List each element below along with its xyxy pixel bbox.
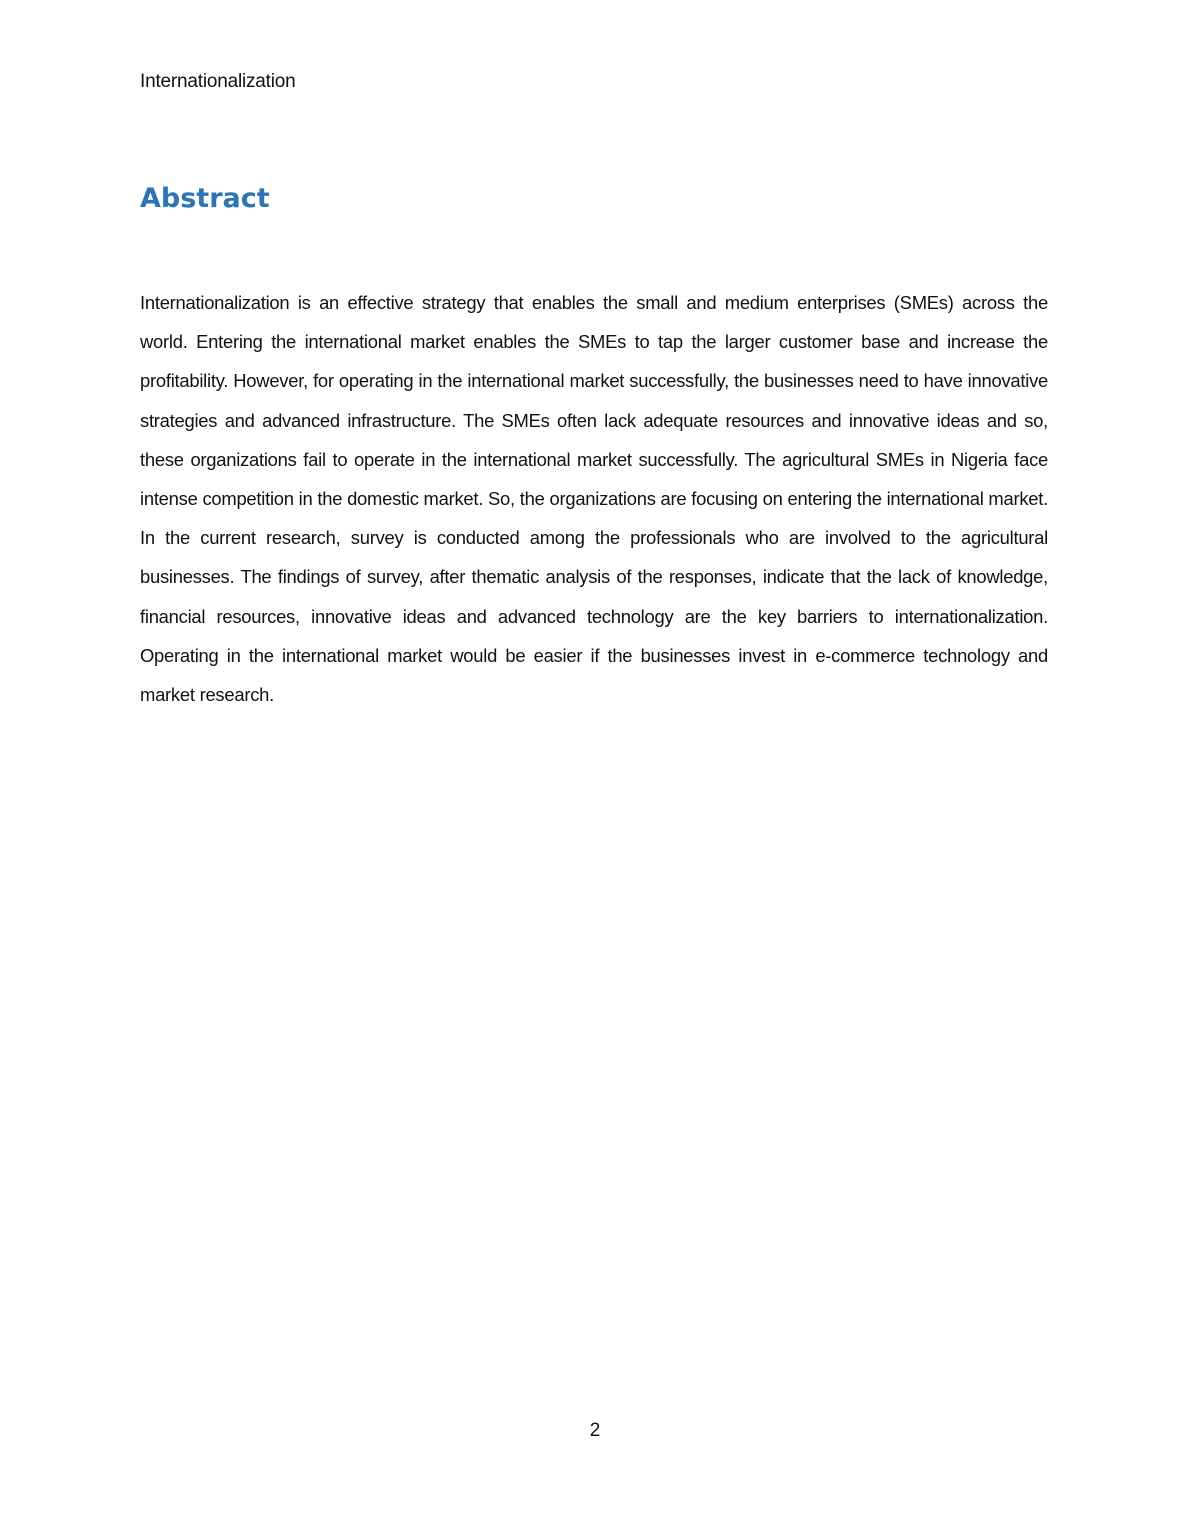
abstract-paragraph: Internationalization is an effective strategy that enables the small and medium enterprises (SMEs) across the world. Entering the international market enables the SMEs to tap the larger customer base and increase the profitability. However, for operating in the international market successfully, the businesses need to have innovative strategies and advanced infrastructure. The SMEs often lack adequate resources and innovative ideas and so, these organizations fail to operate in the international market successfully. The agricultural SMEs in Nigeria face intense competition in the domestic market. So, the organizations are focusing on entering the international market. In the current research, survey is conducted among the professionals who are involved to the agricultural businesses. The findings of survey, after thematic analysis of the responses, indicate that the lack of knowledge, financial resources, innovative ideas and advanced technology are the key barriers to internationalization. Operating in the international market would be easier if the businesses invest in e-commerce technology and market research. bbox=[140, 292, 1048, 706]
abstract-heading: Abstract bbox=[140, 183, 270, 214]
running-header: Internationalization bbox=[140, 71, 296, 92]
page-number: 2 bbox=[589, 1420, 601, 1441]
